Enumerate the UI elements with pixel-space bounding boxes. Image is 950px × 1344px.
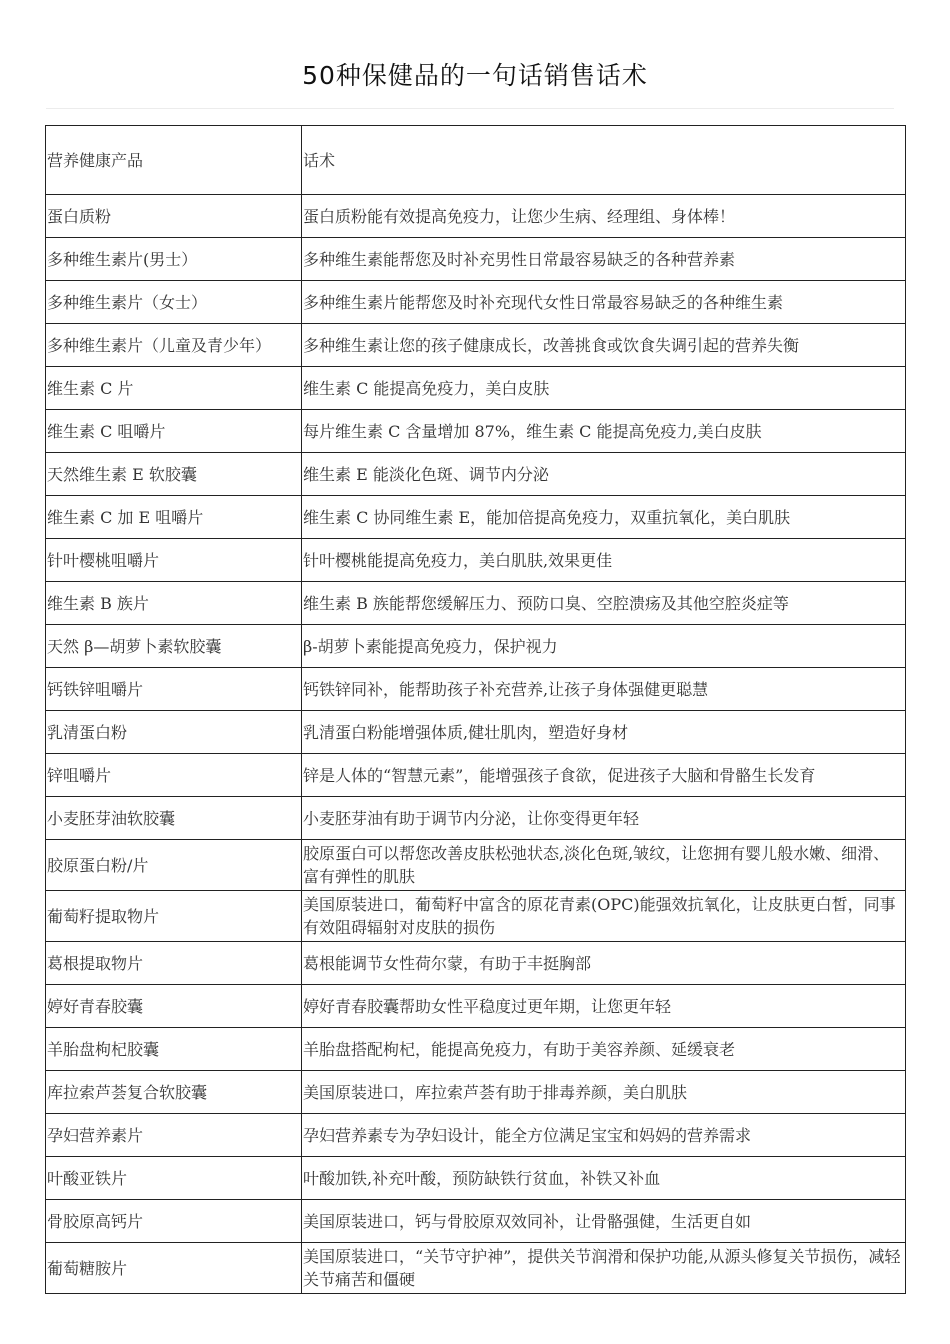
product-cell: 天然维生素 E 软胶囊 (46, 453, 302, 496)
table-row (46, 539, 906, 582)
product-cell: 葡萄籽提取物片 (46, 891, 302, 942)
table-row (46, 1243, 906, 1294)
sales-script-table (45, 125, 906, 1294)
product-cell: 库拉索芦荟复合软胶囊 (46, 1071, 302, 1114)
table-row (46, 840, 906, 891)
product-cell: 乳清蛋白粉 (46, 711, 302, 754)
product-cell: 蛋白质粉 (46, 195, 302, 238)
product-cell: 针叶樱桃咀嚼片 (46, 539, 302, 582)
product-cell: 钙铁锌咀嚼片 (46, 668, 302, 711)
table-header-row (46, 126, 906, 195)
product-cell: 多种维生素片（女士） (46, 281, 302, 324)
product-cell: 多种维生素片（儿童及青少年） (46, 324, 302, 367)
script-cell: 羊胎盘搭配枸杞，能提高免疫力，有助于美容养颜、延缓衰老 (302, 1028, 906, 1071)
product-cell: 葡萄糖胺片 (46, 1243, 302, 1294)
table-row (46, 797, 906, 840)
script-cell: 小麦胚芽油有助于调节内分泌，让你变得更年轻 (302, 797, 906, 840)
script-cell: 维生素 B 族能帮您缓解压力、预防口臭、空腔溃疡及其他空腔炎症等 (302, 582, 906, 625)
table-row (46, 453, 906, 496)
script-cell: 维生素 E 能淡化色斑、调节内分泌 (302, 453, 906, 496)
product-cell: 天然 β—胡萝卜素软胶囊 (46, 625, 302, 668)
product-cell: 婷好青春胶囊 (46, 985, 302, 1028)
table-row (46, 367, 906, 410)
script-cell: 美国原装进口，库拉索芦荟有助于排毒养颜，美白肌肤 (302, 1071, 906, 1114)
script-cell: 锌是人体的“智慧元素”，能增强孩子食欲，促进孩子大脑和骨骼生长发育 (302, 754, 906, 797)
table-row (46, 410, 906, 453)
product-cell: 孕妇营养素片 (46, 1114, 302, 1157)
table-row (46, 942, 906, 985)
script-cell: 多种维生素让您的孩子健康成长，改善挑食或饮食失调引起的营养失衡 (302, 324, 906, 367)
script-cell: 多种维生素片能帮您及时补充现代女性日常最容易缺乏的各种维生素 (302, 281, 906, 324)
script-cell: 乳清蛋白粉能增强体质,健壮肌肉，塑造好身材 (302, 711, 906, 754)
table-row (46, 891, 906, 942)
table-row (46, 195, 906, 238)
script-cell: 美国原装进口，葡萄籽中富含的原花青素(OPC)能强效抗氧化，让皮肤更白皙，同事有效阻碍辐射对皮肤的损伤 (302, 891, 906, 942)
script-cell: 美国原装进口，钙与骨胶原双效同补，让骨骼强健，生活更自如 (302, 1200, 906, 1243)
table-row (46, 238, 906, 281)
product-cell: 叶酸亚铁片 (46, 1157, 302, 1200)
product-cell: 小麦胚芽油软胶囊 (46, 797, 302, 840)
header-product: 营养健康产品 (46, 126, 302, 195)
script-cell: 针叶樱桃能提高免疫力，美白肌肤,效果更佳 (302, 539, 906, 582)
script-cell: 胶原蛋白可以帮您改善皮肤松弛状态,淡化色斑,皱纹，让您拥有婴儿般水嫩、细滑、富有弹性的肌肤 (302, 840, 906, 891)
script-cell: 婷好青春胶囊帮助女性平稳度过更年期，让您更年轻 (302, 985, 906, 1028)
table-row (46, 625, 906, 668)
table-row (46, 668, 906, 711)
table-row (46, 324, 906, 367)
product-cell: 葛根提取物片 (46, 942, 302, 985)
script-cell: 多种维生素能帮您及时补充男性日常最容易缺乏的各种营养素 (302, 238, 906, 281)
table-row (46, 281, 906, 324)
table-row (46, 711, 906, 754)
product-cell: 锌咀嚼片 (46, 754, 302, 797)
table-row (46, 754, 906, 797)
header-script: 话术 (302, 126, 906, 195)
product-cell: 维生素 B 族片 (46, 582, 302, 625)
product-cell: 多种维生素片(男士） (46, 238, 302, 281)
title-divider (46, 108, 894, 109)
script-cell: 蛋白质粉能有效提高免疫力，让您少生病、经理组、身体棒！ (302, 195, 906, 238)
table-row (46, 985, 906, 1028)
table-row (46, 1028, 906, 1071)
script-cell: 钙铁锌同补，能帮助孩子补充营养,让孩子身体强健更聪慧 (302, 668, 906, 711)
product-cell: 胶原蛋白粉/片 (46, 840, 302, 891)
table-row (46, 496, 906, 539)
script-cell: 叶酸加铁,补充叶酸，预防缺铁行贫血，补铁又补血 (302, 1157, 906, 1200)
page-title: 50种保健品的一句话销售话术 (302, 61, 648, 90)
product-cell: 羊胎盘枸杞胶囊 (46, 1028, 302, 1071)
table-row (46, 1157, 906, 1200)
product-cell: 维生素 C 咀嚼片 (46, 410, 302, 453)
script-cell: 美国原装进口，“关节守护神”，提供关节润滑和保护功能,从源头修复关节损伤，减轻关节痛苦和僵硬 (302, 1243, 906, 1294)
script-cell: 每片维生素 C 含量增加 87%，维生素 C 能提高免疫力,美白皮肤 (302, 410, 906, 453)
script-cell: 孕妇营养素专为孕妇设计，能全方位满足宝宝和妈妈的营养需求 (302, 1114, 906, 1157)
script-cell: 维生素 C 能提高免疫力，美白皮肤 (302, 367, 906, 410)
product-cell: 维生素 C 片 (46, 367, 302, 410)
table-row (46, 1200, 906, 1243)
table-row (46, 1114, 906, 1157)
table-row (46, 1071, 906, 1114)
script-cell: 葛根能调节女性荷尔蒙，有助于丰挺胸部 (302, 942, 906, 985)
script-cell: β-胡萝卜素能提高免疫力，保护视力 (302, 625, 906, 668)
product-cell: 维生素 C 加 E 咀嚼片 (46, 496, 302, 539)
table-row (46, 582, 906, 625)
script-cell: 维生素 C 协同维生素 E，能加倍提高免疫力，双重抗氧化，美白肌肤 (302, 496, 906, 539)
product-cell: 骨胶原高钙片 (46, 1200, 302, 1243)
